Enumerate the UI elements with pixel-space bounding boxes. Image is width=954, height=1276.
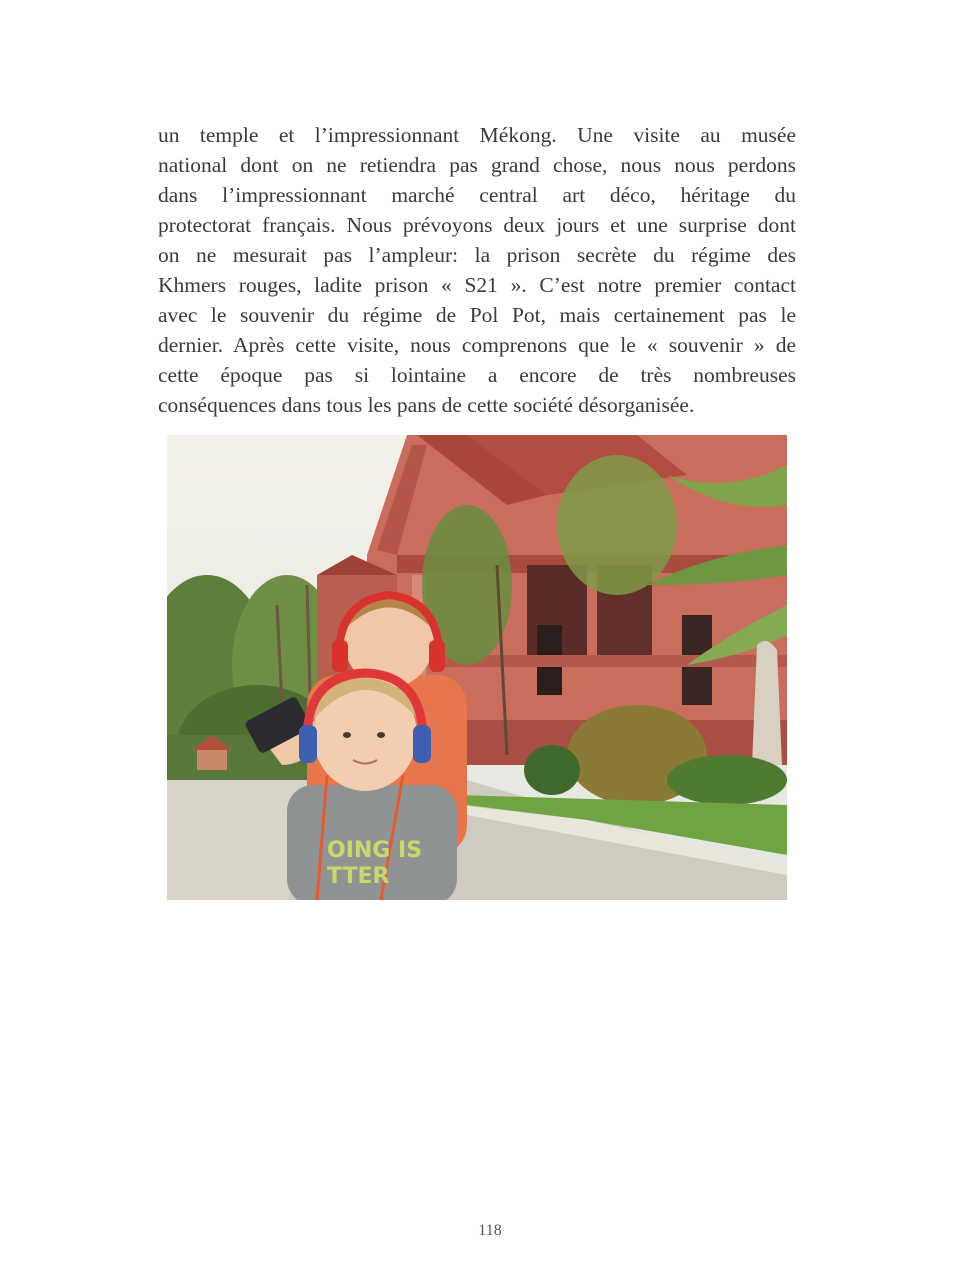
paragraph-line: dernier. Après cette visite, nous comprenons que le « souvenir » de: [158, 333, 796, 357]
paragraph-line: dans l’impressionnant marché central art déco, héritage du: [158, 183, 796, 207]
paragraph-line: conséquences dans tous les pans de cette société désorganisée.: [158, 393, 695, 417]
museum-photo: [167, 435, 787, 900]
paragraph-line: on ne mesurait pas l’ampleur: la prison secrète du régime des: [158, 243, 796, 267]
shirt-print-line: OING IS: [327, 838, 423, 863]
paragraph-line: Khmers rouges, ladite prison « S21 ». C’est notre premier contact: [158, 273, 796, 297]
body-paragraph: [158, 120, 796, 420]
page-number: 118: [478, 1222, 502, 1239]
shirt-print-line: TTER: [327, 864, 390, 889]
paragraph-line: avec le souvenir du régime de Pol Pot, mais certainement pas le: [158, 303, 796, 327]
paragraph-line: protectorat français. Nous prévoyons deux jours et une surprise dont: [158, 213, 796, 237]
paragraph-line: cette époque pas si lointaine a encore de très nombreuses: [158, 363, 796, 387]
paragraph-line: national dont on ne retiendra pas grand chose, nous nous perdons: [158, 153, 796, 177]
paragraph-line: un temple et l’impressionnant Mékong. Une visite au musée: [158, 123, 796, 147]
